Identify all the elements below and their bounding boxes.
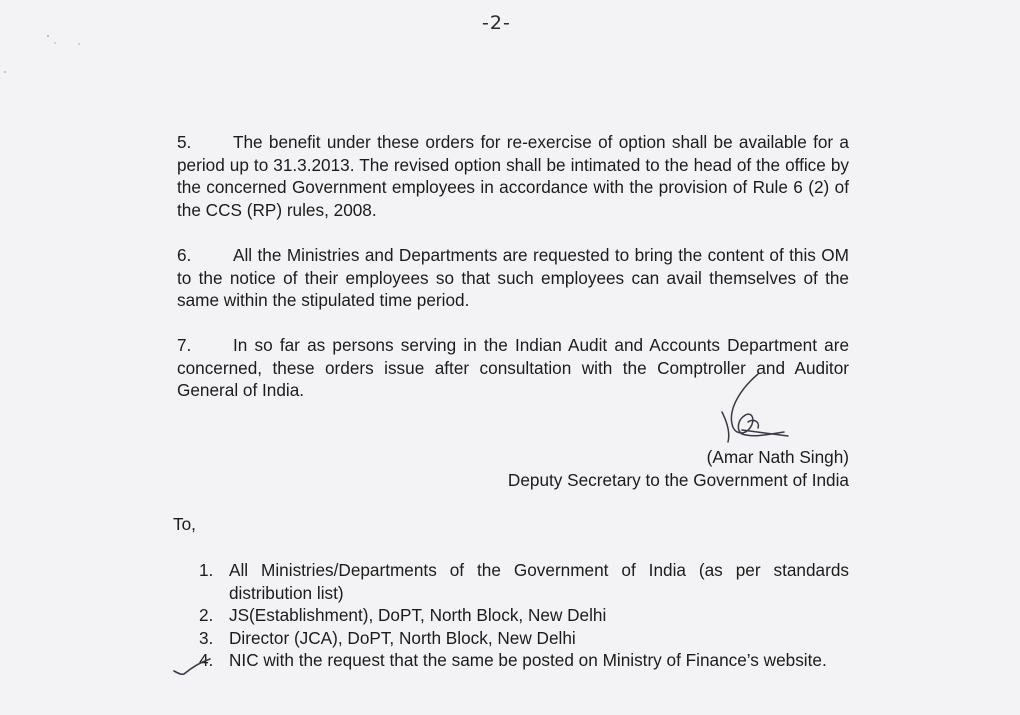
list-item-number: 2.	[199, 605, 214, 625]
list-item-number: 3.	[199, 627, 214, 648]
list-item-number: 4.	[199, 650, 214, 670]
list-item-text: All Ministries/Departments of the Government of India (as per standards distribution list)	[229, 560, 849, 603]
scan-speck-marks	[0, 0, 120, 90]
list-item-text: NIC with the request that the same be posted on Ministry of Finance’s website.	[229, 650, 827, 670]
paragraph-text: In so far as persons serving in the Indian Audit and Accounts Department are concerned, these orders issue after consultation with the Comptroller and Auditor General of India.	[177, 335, 849, 400]
handwritten-signature	[714, 372, 794, 450]
paragraph-text: All the Ministries and Departments are requested to bring the content of this OM to the notice of their employees so that such employees can avail themselves of the same within the stipulated time period.	[177, 245, 849, 310]
paragraph-number: 7.	[177, 335, 192, 355]
list-item-text: Director (JCA), DoPT, North Block, New Delhi	[229, 627, 576, 648]
paragraph-5	[177, 131, 849, 221]
list-item-number: 1.	[199, 560, 214, 580]
paragraph-6	[177, 244, 849, 312]
list-item	[199, 649, 849, 672]
distribution-list	[199, 559, 849, 672]
signature-block	[508, 446, 849, 492]
signatory-designation: Deputy Secretary to the Government of India	[507, 470, 849, 490]
page-number: -2-	[482, 12, 511, 34]
paragraph-text: The benefit under these orders for re-exercise of option shall be available for a period up to 31.3.2013. The revised option shall be intimated to the head of the office by the concerned Government employees in accordance with the provision of Rule 6 (2) of the CCS (RP) rules, 2008.	[177, 132, 849, 220]
handwritten-tick-mark	[172, 655, 220, 677]
paragraph-number: 6.	[177, 245, 192, 265]
list-item	[199, 627, 849, 650]
addressee-label: To,	[173, 514, 196, 534]
list-item-text: JS(Establishment), DoPT, North Block, New Delhi	[229, 605, 607, 625]
signatory-name: (Amar Nath Singh)	[706, 447, 849, 467]
list-item	[199, 604, 849, 627]
list-item	[199, 559, 849, 604]
paragraph-number: 5.	[177, 132, 192, 152]
